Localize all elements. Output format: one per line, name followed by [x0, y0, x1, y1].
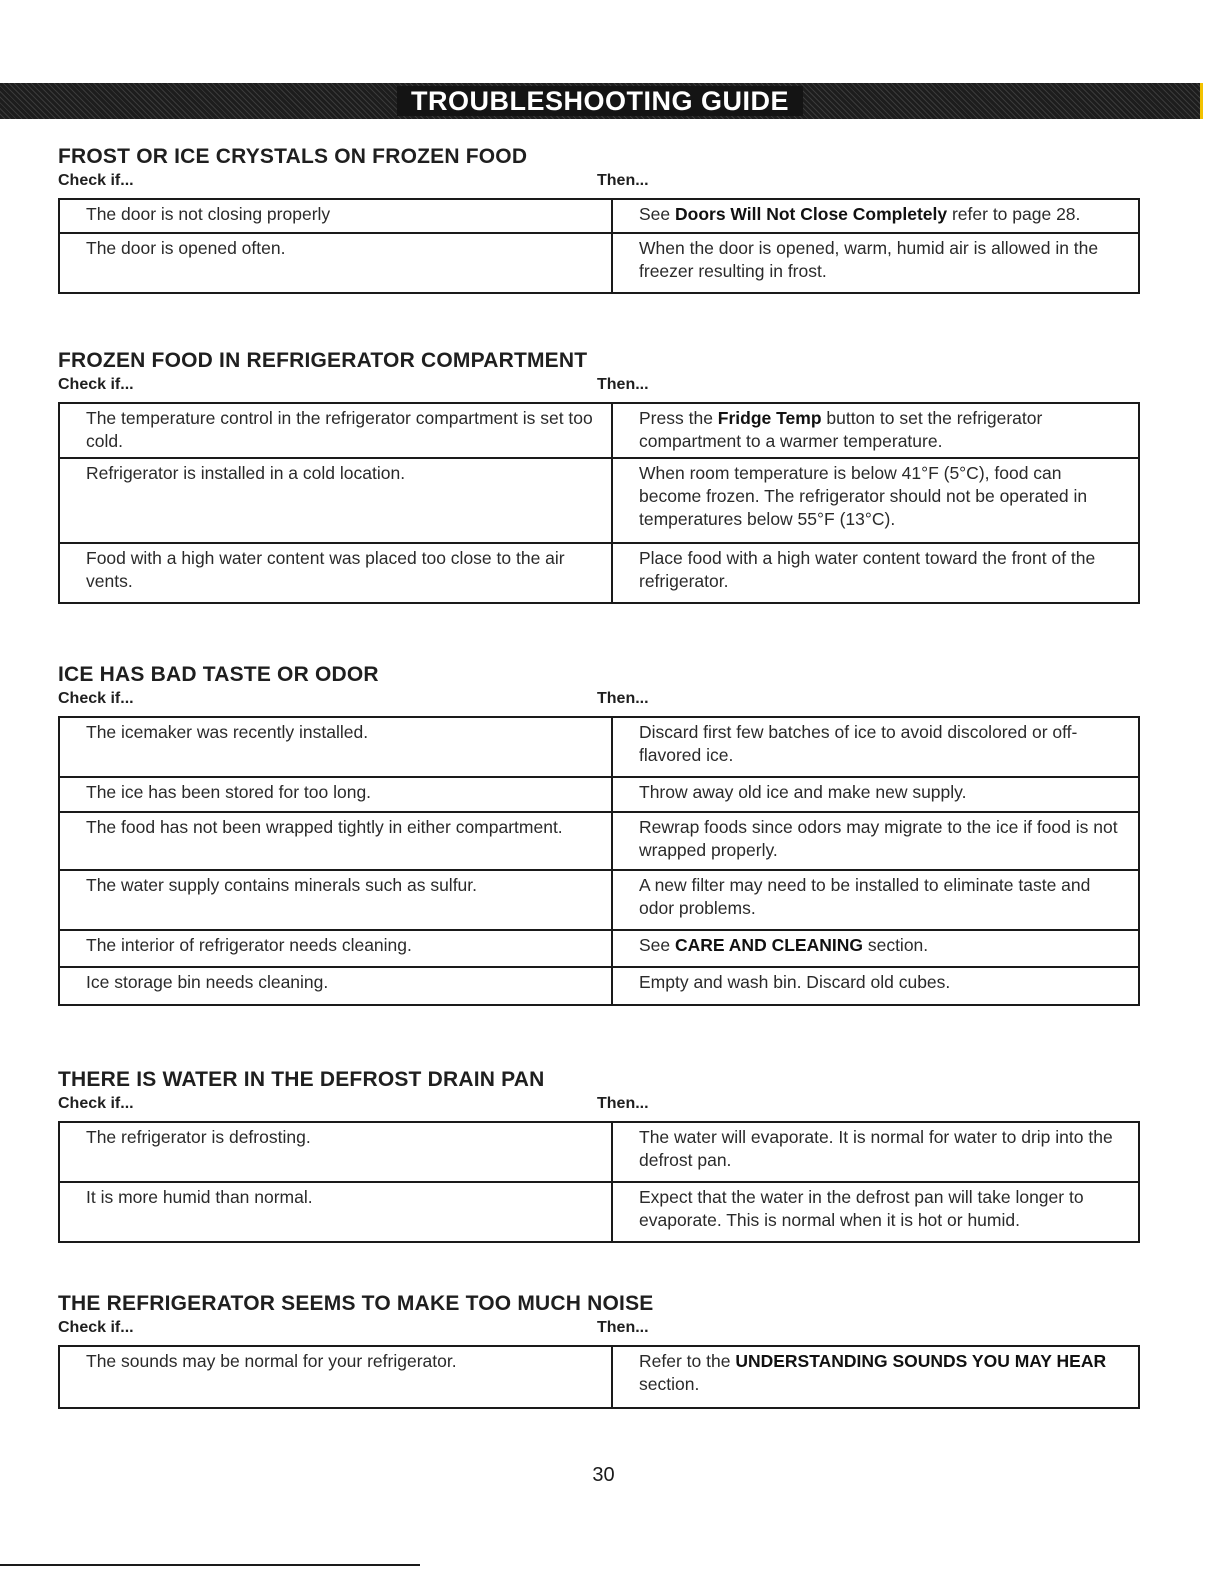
column-headers [58, 1092, 1140, 1116]
then-cell: The water will evaporate. It is normal for water to drip into the defrost pan. [612, 1122, 1139, 1182]
table-row [59, 1346, 1139, 1408]
section-frost [58, 144, 1140, 294]
check-cell: The ice has been stored for too long. [59, 777, 612, 812]
page-title [0, 84, 1200, 118]
section-title: FROZEN FOOD IN REFRIGERATOR COMPARTMENT [58, 349, 588, 372]
then-cell: Refer to the UNDERSTANDING SOUNDS YOU MAY HEAR section. [612, 1346, 1139, 1408]
troubleshooting-table [58, 198, 1140, 294]
check-cell: The door is opened often. [59, 233, 612, 293]
check-cell: The water supply contains minerals such as sulfur. [59, 870, 612, 930]
then-label: Then... [597, 376, 649, 393]
table-row [59, 930, 1139, 967]
then-cell: Empty and wash bin. Discard old cubes. [612, 967, 1139, 1005]
then-cell: Press the Fridge Temp button to set the refrigerator compartment to a warmer temperature. [612, 403, 1139, 458]
then-cell: Throw away old ice and make new supply. [612, 777, 1139, 812]
section-title: THE REFRIGERATOR SEEMS TO MAKE TOO MUCH NOISE [58, 1292, 654, 1315]
check-cell: Ice storage bin needs cleaning. [59, 967, 612, 1005]
table-row [59, 777, 1139, 812]
table-row [59, 1122, 1139, 1182]
check-if-label: Check if... [58, 172, 134, 189]
check-cell: Food with a high water content was placed too close to the air vents. [59, 543, 612, 603]
then-cell: Expect that the water in the defrost pan will take longer to evaporate. This is normal when it is hot or humid. [612, 1182, 1139, 1242]
table-row [59, 1182, 1139, 1242]
check-cell: The interior of refrigerator needs cleaning. [59, 930, 612, 967]
column-headers [58, 687, 1140, 711]
section-title: FROST OR ICE CRYSTALS ON FROZEN FOOD [58, 145, 528, 168]
table-row [59, 543, 1139, 603]
page-title-text: TROUBLESHOOTING GUIDE [397, 86, 803, 116]
table-row [59, 870, 1139, 930]
footer-divider [0, 1564, 420, 1566]
then-label: Then... [597, 690, 649, 707]
check-cell: The sounds may be normal for your refrigerator. [59, 1346, 612, 1408]
check-cell: The temperature control in the refrigerator compartment is set too cold. [59, 403, 612, 458]
section-noise [58, 1291, 1140, 1409]
then-cell: See Doors Will Not Close Completely refer to page 28. [612, 199, 1139, 233]
table-row [59, 812, 1139, 870]
check-if-label: Check if... [58, 376, 134, 393]
column-headers [58, 1316, 1140, 1340]
table-row [59, 967, 1139, 1005]
check-if-label: Check if... [58, 1095, 134, 1112]
then-cell: When room temperature is below 41°F (5°C), food can become frozen. The refrigerator should not be operated in temperatures below 55°F (13°C). [612, 458, 1139, 543]
table-row [59, 717, 1139, 777]
table-row [59, 199, 1139, 233]
column-headers [58, 373, 1140, 397]
section-title: THERE IS WATER IN THE DEFROST DRAIN PAN [58, 1068, 545, 1091]
then-cell: When the door is opened, warm, humid air is allowed in the freezer resulting in frost. [612, 233, 1139, 293]
troubleshooting-table [58, 716, 1140, 1006]
section-ice-taste [58, 662, 1140, 1006]
then-label: Then... [597, 172, 649, 189]
section-frozen-food [58, 348, 1140, 604]
column-headers [58, 169, 1140, 193]
troubleshooting-table [58, 1345, 1140, 1409]
table-row [59, 233, 1139, 293]
table-row [59, 403, 1139, 458]
section-title: ICE HAS BAD TASTE OR ODOR [58, 663, 379, 686]
section-defrost-pan [58, 1067, 1140, 1243]
troubleshooting-table [58, 402, 1140, 604]
then-label: Then... [597, 1095, 649, 1112]
then-cell: Place food with a high water content toward the front of the refrigerator. [612, 543, 1139, 603]
then-cell: See CARE AND CLEANING section. [612, 930, 1139, 967]
check-if-label: Check if... [58, 690, 134, 707]
check-cell: It is more humid than normal. [59, 1182, 612, 1242]
check-if-label: Check if... [58, 1319, 134, 1336]
then-cell: Discard first few batches of ice to avoid discolored or off-flavored ice. [612, 717, 1139, 777]
check-cell: The food has not been wrapped tightly in either compartment. [59, 812, 612, 870]
then-label: Then... [597, 1319, 649, 1336]
page-number: 30 [592, 1464, 615, 1486]
troubleshooting-table [58, 1121, 1140, 1243]
then-cell: A new filter may need to be installed to eliminate taste and odor problems. [612, 870, 1139, 930]
then-cell: Rewrap foods since odors may migrate to the ice if food is not wrapped properly. [612, 812, 1139, 870]
check-cell: The icemaker was recently installed. [59, 717, 612, 777]
table-row [59, 458, 1139, 543]
check-cell: Refrigerator is installed in a cold location. [59, 458, 612, 543]
check-cell: The refrigerator is defrosting. [59, 1122, 612, 1182]
check-cell: The door is not closing properly [59, 199, 612, 233]
